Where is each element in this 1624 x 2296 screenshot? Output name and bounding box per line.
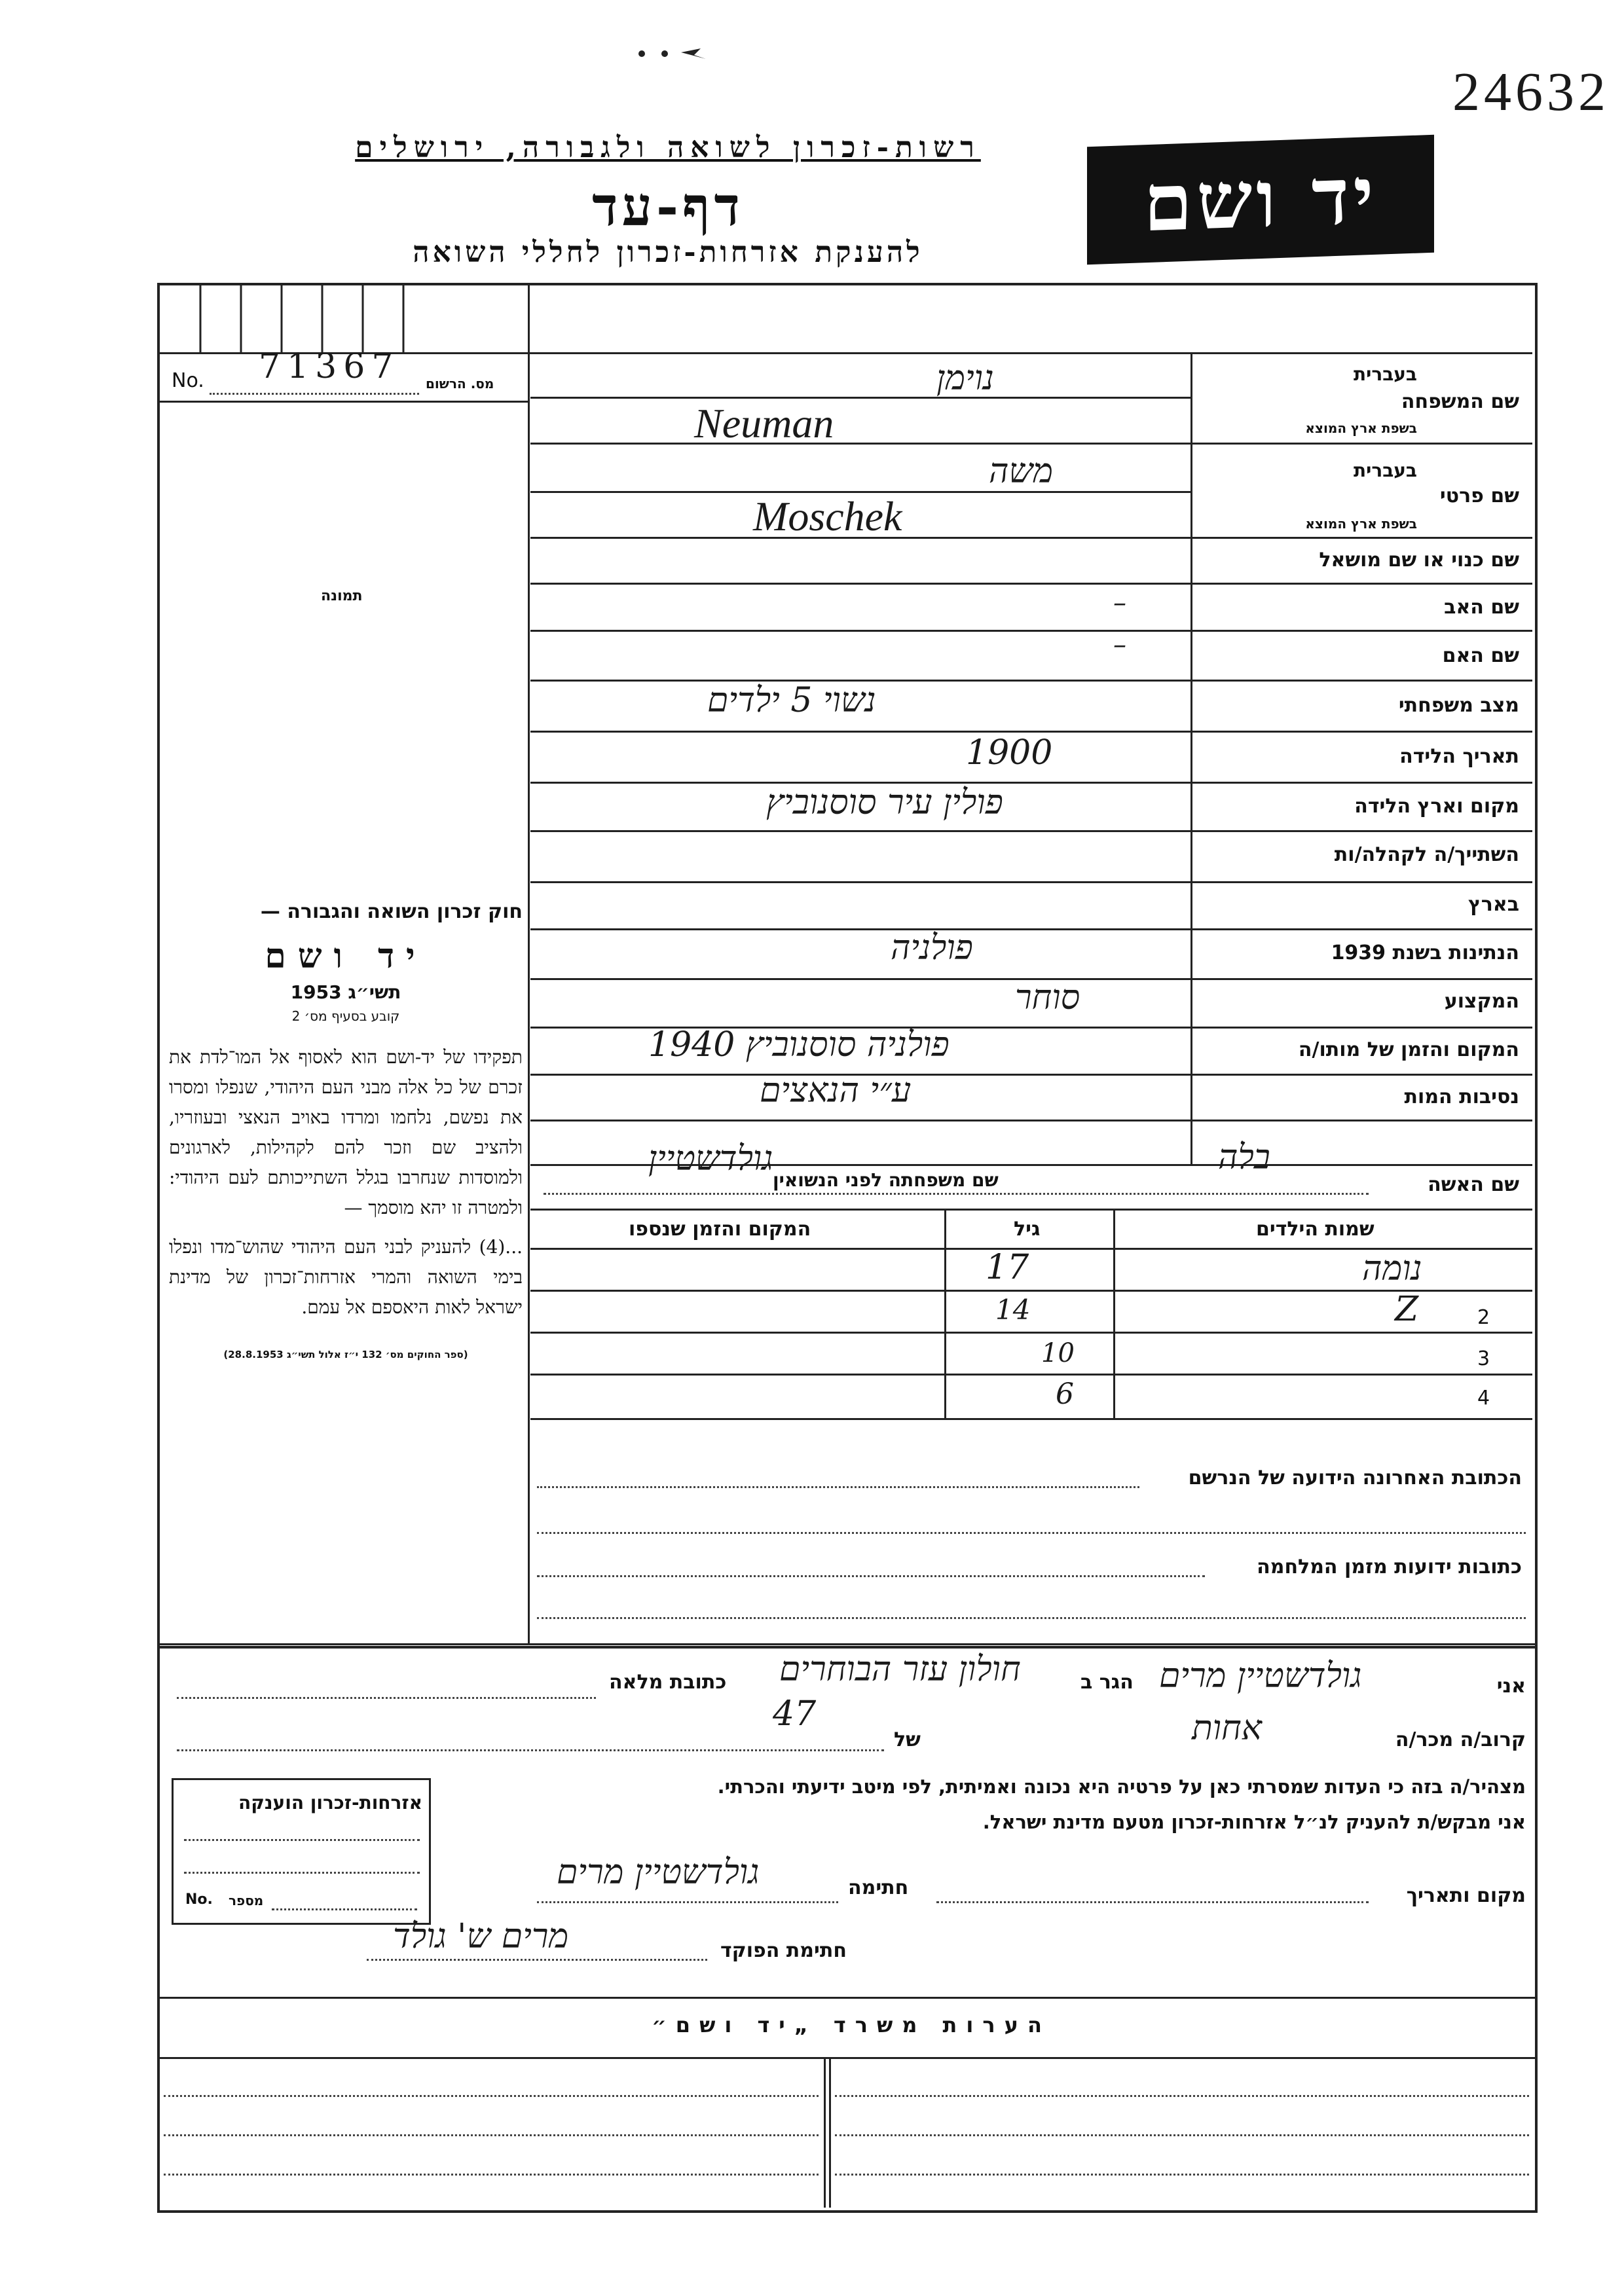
law-para2: ...(4) להעניק לבני העם היהודי שהוש־מדו ונפלו בימי השואה והמרי אזרחות־זכרון של מדינת ישראל לאות היאספם אל עמם. — [169, 1236, 523, 1318]
row-line — [530, 680, 1532, 682]
children-row-line — [530, 1374, 1532, 1376]
marital-label: מצב משפחתי — [1398, 694, 1519, 717]
family-origin-label: בשפת ארץ המוצא — [1305, 420, 1417, 436]
law-para1: תפקידו של יד-ושם הוא לאסוף אל המו־לדת את זכרם של כל אלה מבני העם היהודי, שנפלו ומסרו את נפשם, נלחמו ומרדו באויב הנאצי ובעוזריו, ולהציב שם וזכר להם לקהילות, לארגונים ולמוסדות שנחרבו בגלל השתייכותם לעם היהודי: ולמטרה זו יהא מוסמך — — [169, 1046, 523, 1218]
logo-text: יד ושם — [1143, 149, 1378, 250]
relation-label: קרוב/ה מכר/ה — [1395, 1728, 1526, 1751]
officer-label: חתימת הפוקד — [720, 1939, 847, 1962]
death-place-value: פולניה סוסנוביץ 1940 — [648, 1025, 950, 1065]
children-age-header: גיל — [1014, 1218, 1041, 1241]
place-date-label: מקום ותאריך — [1406, 1884, 1526, 1907]
address-dotline — [537, 1575, 1205, 1577]
law-block — [169, 900, 523, 1360]
wife-first-name: בלה — [1218, 1138, 1270, 1177]
row-line — [530, 583, 1532, 585]
address-extra: 47 — [773, 1694, 817, 1734]
wife-label: שם האשה — [1428, 1173, 1519, 1196]
family-name-label: שם המשפחה — [1401, 390, 1519, 413]
first-hebrew-value: משה — [989, 452, 1054, 491]
mother-value: – — [1113, 630, 1126, 660]
row-line — [530, 928, 1532, 930]
death-circ-value: ע״י הנאצים — [760, 1071, 912, 1110]
child-name: נומה — [1362, 1249, 1422, 1288]
first-origin-value: Moschek — [753, 493, 902, 539]
father-value: – — [1113, 588, 1126, 618]
first-hebrew-label: בעברית — [1353, 460, 1417, 481]
community-label: השתייך/ה לקהלה/ות — [1334, 843, 1519, 866]
children-col1 — [1113, 1209, 1115, 1418]
child-age: 10 — [1041, 1338, 1075, 1368]
law-clause: קובע בסעיף מס׳ 2 — [291, 1008, 400, 1024]
children-row-line — [530, 1418, 1532, 1420]
child-num: 4 — [1477, 1387, 1490, 1410]
left-column-divider — [528, 285, 530, 1643]
family-hebrew-label: בעברית — [1353, 363, 1417, 385]
reg-label-he: מס. הרשום — [426, 376, 494, 392]
family-origin-value: Neuman — [694, 400, 834, 446]
profession-label: המקצוע — [1444, 990, 1519, 1013]
row-line — [530, 782, 1532, 784]
officer-signature: מרים ש' גולד — [393, 1917, 569, 1956]
profession-value: סוחר — [1015, 978, 1080, 1017]
reg-number: 71367 — [259, 347, 400, 386]
tab-boxes-graphic — [160, 285, 528, 352]
birth-place-label: מקום וארץ הלידה — [1354, 795, 1519, 818]
form-subtitle: להענקת אזרחות-זכרון לחללי השואה — [413, 236, 923, 269]
wife-maiden-label: שם משפחתה לפני הנשואין — [773, 1169, 999, 1191]
org-name: רשות-זכרון לשואה ולגבורה, ירושלים — [355, 131, 981, 164]
law-heading: חוק זכרון השואה והגבורה — — [260, 900, 523, 923]
wartime-address-label: כתובות ידועות מזמן המלחמה — [1257, 1556, 1522, 1578]
request-text: אני מבקש/ת להעניק לנ״ל אזרחות-זכרון מטעם מדינת ישראל. — [982, 1811, 1526, 1833]
children-row-line — [530, 1290, 1532, 1292]
birth-place-value: פולין עיר סוסנוביץ — [766, 783, 1003, 822]
birth-date-value: 1900 — [966, 733, 1053, 773]
address-dotline — [537, 1486, 1139, 1488]
row-line — [530, 1074, 1532, 1076]
children-names-header: שמות הילדים — [1256, 1218, 1375, 1241]
granted-num-en: No. — [185, 1891, 213, 1908]
last-address-label: הכתובת האחרונה הידועה של הנרשם — [1188, 1467, 1522, 1489]
address-dotline — [537, 1617, 1526, 1619]
photo-label: תמונה — [321, 588, 363, 604]
of-label: של — [894, 1728, 921, 1751]
mother-label: שם האם — [1442, 644, 1519, 667]
children-place-header: המקום והזמן שנספו — [629, 1218, 811, 1241]
row-line — [530, 630, 1532, 632]
punch-marks-graphic — [629, 39, 733, 65]
child-num: 2 — [1477, 1306, 1490, 1329]
granted-num-label: מספר — [229, 1893, 264, 1908]
birth-date-label: תאריך הלידה — [1399, 745, 1519, 768]
child-age: 14 — [995, 1294, 1031, 1326]
law-year: תשי״ג 1953 — [290, 981, 401, 1003]
reg-label-en: No. — [172, 369, 204, 392]
declarant-name: גולדשטיין מרים — [1159, 1656, 1362, 1696]
label-divider — [1190, 352, 1192, 1164]
yad-vashem-logo — [1087, 135, 1434, 265]
citizenship-label: הנתינות בשנת 1939 — [1331, 941, 1519, 964]
sub-line — [530, 397, 1190, 399]
address-dotline — [537, 1532, 1526, 1534]
law-footnote: (ספר החוקים מס׳ 132 י״ז אלול תשי״ג 28.8.1953) — [223, 1349, 468, 1360]
row-line — [530, 443, 1532, 445]
remarks-title: הערות משרד „יד ושם״ — [652, 2013, 1051, 2037]
tab-boxes — [160, 285, 528, 352]
death-place-label: המקום והזמן של מותו/ה — [1298, 1038, 1519, 1061]
first-name-label: שם פרטי — [1439, 484, 1519, 507]
row-line — [530, 881, 1532, 883]
death-circ-label: נסיבות המות — [1404, 1085, 1519, 1108]
lives-label: הגר ב — [1080, 1671, 1134, 1694]
remarks-frame — [157, 1641, 1538, 2213]
row-line — [530, 1209, 1532, 1211]
reg-line — [160, 401, 528, 403]
row-line — [530, 830, 1532, 832]
granted-title: אזרחות-זכרון הוענקה — [238, 1792, 422, 1813]
family-hebrew-value: נוימן — [936, 359, 994, 398]
page-number: 24632 — [1452, 62, 1610, 122]
father-label: שם האב — [1444, 596, 1519, 619]
children-col2 — [944, 1209, 946, 1418]
marital-value: נשוי 5 ילדים — [707, 681, 876, 720]
child-name: Z — [1395, 1290, 1419, 1329]
full-address-label: כתובת מלאה — [609, 1671, 727, 1694]
declaration-text: מצהיר/ה בזה כי העדות שמסרתי כאן על פרטיה היא נכונה ואמיתית, לפי מיטב ידיעתי והכרתי. — [717, 1776, 1526, 1798]
citizenship-value: פולניה — [891, 928, 973, 968]
child-num: 3 — [1477, 1347, 1490, 1370]
law-name: יד ושם — [265, 936, 427, 976]
first-origin-label: בשפת ארץ המוצא — [1305, 516, 1417, 532]
row-line — [530, 731, 1532, 733]
wife-dotline — [544, 1193, 1369, 1195]
child-age: 6 — [1056, 1377, 1074, 1411]
punch-marks — [629, 39, 733, 68]
declarant-signature: גולדשטיין מרים — [557, 1853, 760, 1892]
form-title: דף-עד — [592, 175, 744, 238]
relation-value: אחות — [1192, 1709, 1262, 1748]
child-age: 17 — [986, 1248, 1029, 1287]
children-row-line — [530, 1332, 1532, 1334]
reg-dotline — [210, 393, 419, 395]
declarant-address: חולון עזר הבוחרים — [779, 1650, 1021, 1689]
nickname-label: שם כנוי או שם מושאל — [1319, 549, 1519, 572]
signature-label: חתימה — [848, 1876, 909, 1899]
row-line — [530, 537, 1532, 539]
row-line — [530, 1120, 1532, 1121]
i-label: אני — [1496, 1675, 1526, 1698]
wife-maiden-value: גולדשטיין — [648, 1139, 773, 1178]
country-label: בארץ — [1467, 893, 1519, 916]
